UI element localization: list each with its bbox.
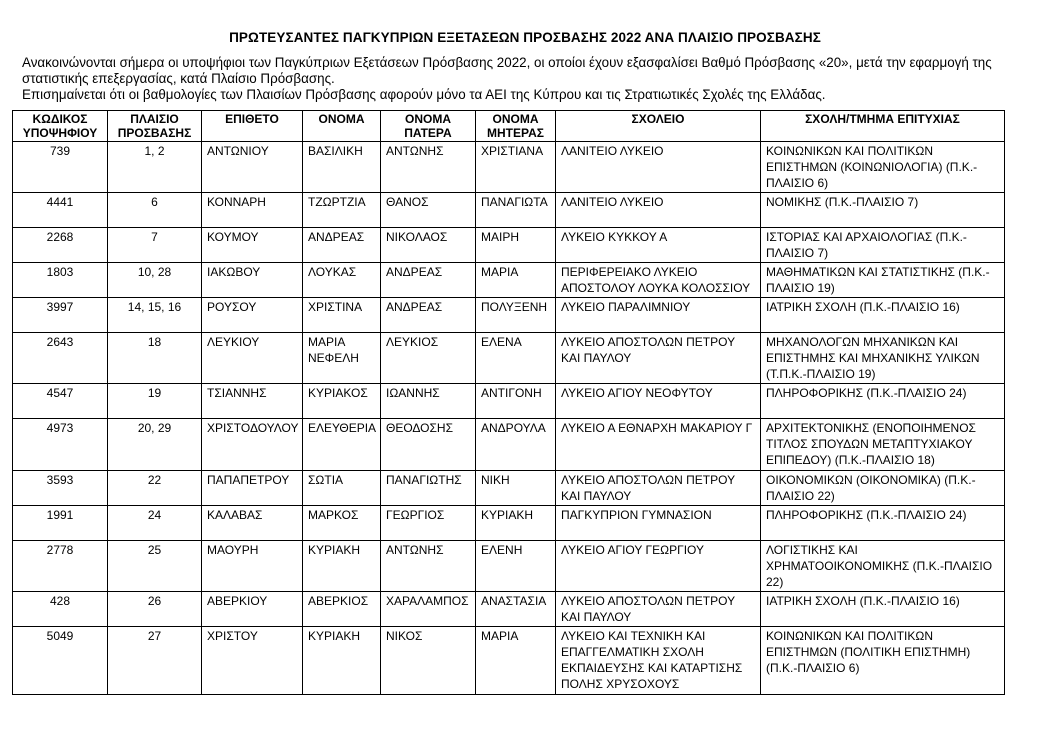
cell-mother-name: ΠΑΝΑΓΙΩΤΑ	[476, 193, 556, 228]
header-access-framework: ΠΛΑΙΣΙΟ ΠΡΟΣΒΑΣΗΣ	[108, 111, 202, 142]
cell-surname: ΑΝΤΩΝΙΟΥ	[202, 142, 303, 193]
cell-surname: ΑΒΕΡΚΙΟΥ	[202, 592, 303, 627]
cell-school: ΛΥΚΕΙΟ ΠΑΡΑΛΙΜΝΙΟΥ	[556, 298, 761, 333]
cell-candidate-code: 2268	[13, 228, 108, 263]
cell-school: ΛΑΝΙΤΕΙΟ ΛΥΚΕΙΟ	[556, 142, 761, 193]
cell-mother-name: ΧΡΙΣΤΙΑΝΑ	[476, 142, 556, 193]
cell-department: ΟΙΚΟΝΟΜΙΚΩΝ (ΟΙΚΟΝΟΜΙΚΑ) (Π.Κ.-ΠΛΑΙΣΙΟ 22)	[761, 471, 1005, 506]
cell-surname: ΚΟΝΝΑΡΗ	[202, 193, 303, 228]
header-candidate-code: ΚΩΔΙΚΟΣ ΥΠΟΨΗΦΙΟΥ	[13, 111, 108, 142]
cell-father-name: ΠΑΝΑΓΙΩΤΗΣ	[381, 471, 476, 506]
cell-father-name: ΧΑΡΑΛΑΜΠΟΣ	[381, 592, 476, 627]
cell-access-framework: 26	[108, 592, 202, 627]
cell-candidate-code: 739	[13, 142, 108, 193]
cell-department: ΙΣΤΟΡΙΑΣ ΚΑΙ ΑΡΧΑΙΟΛΟΓΙΑΣ (Π.Κ.-ΠΛΑΙΣΙΟ 7)	[761, 228, 1005, 263]
header-father-name: ΟΝΟΜΑ ΠΑΤΕΡΑ	[381, 111, 476, 142]
cell-father-name: ΑΝΤΩΝΗΣ	[381, 541, 476, 592]
intro-text	[22, 55, 1032, 103]
cell-candidate-code: 2643	[13, 333, 108, 384]
cell-surname: ΡΟΥΣΟΥ	[202, 298, 303, 333]
cell-first-name: ΕΛΕΥΘΕΡΙΑ	[303, 419, 381, 471]
cell-surname: ΛΕΥΚΙΟΥ	[202, 333, 303, 384]
cell-candidate-code: 4973	[13, 419, 108, 471]
cell-surname: ΚΑΛΑΒΑΣ	[202, 506, 303, 541]
cell-school: ΛΑΝΙΤΕΙΟ ΛΥΚΕΙΟ	[556, 193, 761, 228]
cell-candidate-code: 3997	[13, 298, 108, 333]
cell-mother-name: ΜΑΙΡΗ	[476, 228, 556, 263]
cell-access-framework: 1, 2	[108, 142, 202, 193]
cell-department: ΜΗΧΑΝΟΛΟΓΩΝ ΜΗΧΑΝΙΚΩΝ ΚΑΙ ΕΠΙΣΤΗΜΗΣ ΚΑΙ ΜΗΧΑΝΙΚΗΣ ΥΛΙΚΩΝ (Τ.Π.Κ.-ΠΛΑΙΣΙΟ 19)	[761, 333, 1005, 384]
cell-department: ΠΛΗΡΟΦΟΡΙΚΗΣ (Π.Κ.-ΠΛΑΙΣΙΟ 24)	[761, 506, 1005, 541]
cell-school: ΛΥΚΕΙΟ ΑΓΙΟΥ ΝΕΟΦΥΤΟΥ	[556, 384, 761, 419]
table-row	[13, 228, 1005, 263]
cell-department: ΚΟΙΝΩΝΙΚΩΝ ΚΑΙ ΠΟΛΙΤΙΚΩΝ ΕΠΙΣΤΗΜΩΝ (ΚΟΙΝΩΝΙΟΛΟΓΙΑ) (Π.Κ.-ΠΛΑΙΣΙΟ 6)	[761, 142, 1005, 193]
table-row	[13, 627, 1005, 695]
cell-surname: ΧΡΙΣΤΟΥ	[202, 627, 303, 695]
cell-department: ΑΡΧΙΤΕΚΤΟΝΙΚΗΣ (ΕΝΟΠΟΙΗΜΕΝΟΣ ΤΙΤΛΟΣ ΣΠΟΥΔΩΝ ΜΕΤΑΠΤΥΧΙΑΚΟΥ ΕΠΙΠΕΔΟΥ) (Π.Κ.-ΠΛΑΙΣΙΟ 18)	[761, 419, 1005, 471]
cell-surname: ΠΑΠΑΠΕΤΡΟΥ	[202, 471, 303, 506]
cell-candidate-code: 3593	[13, 471, 108, 506]
cell-access-framework: 10, 28	[108, 263, 202, 298]
cell-candidate-code: 4441	[13, 193, 108, 228]
cell-father-name: ΘΕΟΔΟΣΗΣ	[381, 419, 476, 471]
cell-access-framework: 20, 29	[108, 419, 202, 471]
cell-mother-name: ΑΝΔΡΟΥΛΑ	[476, 419, 556, 471]
cell-mother-name: ΜΑΡΙΑ	[476, 627, 556, 695]
cell-department: ΚΟΙΝΩΝΙΚΩΝ ΚΑΙ ΠΟΛΙΤΙΚΩΝ ΕΠΙΣΤΗΜΩΝ (ΠΟΛΙΤΙΚΗ ΕΠΙΣΤΗΜΗ) (Π.Κ.-ΠΛΑΙΣΙΟ 6)	[761, 627, 1005, 695]
table-row	[13, 263, 1005, 298]
cell-surname: ΚΟΥΜΟΥ	[202, 228, 303, 263]
header-school: ΣΧΟΛΕΙΟ	[556, 111, 761, 142]
cell-father-name: ΛΕΥΚΙΟΣ	[381, 333, 476, 384]
cell-mother-name: ΑΝΑΣΤΑΣΙΑ	[476, 592, 556, 627]
cell-surname: ΧΡΙΣΤΟΔΟΥΛΟΥ	[202, 419, 303, 471]
cell-access-framework: 6	[108, 193, 202, 228]
cell-mother-name: ΠΟΛΥΞΕΝΗ	[476, 298, 556, 333]
cell-department: ΝΟΜΙΚΗΣ (Π.Κ.-ΠΛΑΙΣΙΟ 7)	[761, 193, 1005, 228]
table-row	[13, 471, 1005, 506]
cell-father-name: ΘΑΝΟΣ	[381, 193, 476, 228]
cell-access-framework: 27	[108, 627, 202, 695]
cell-surname: ΜΑΟΥΡΗ	[202, 541, 303, 592]
table-row	[13, 193, 1005, 228]
table-row	[13, 419, 1005, 471]
cell-father-name: ΙΩΑΝΝΗΣ	[381, 384, 476, 419]
cell-mother-name: ΕΛΕΝΗ	[476, 541, 556, 592]
cell-first-name: ΤΖΩΡΤΖΙΑ	[303, 193, 381, 228]
cell-father-name: ΑΝΔΡΕΑΣ	[381, 298, 476, 333]
cell-first-name: ΛΟΥΚΑΣ	[303, 263, 381, 298]
table-row	[13, 541, 1005, 592]
cell-first-name: ΚΥΡΙΑΚΟΣ	[303, 384, 381, 419]
cell-candidate-code: 1991	[13, 506, 108, 541]
table-row	[13, 384, 1005, 419]
cell-department: ΛΟΓΙΣΤΙΚΗΣ ΚΑΙ ΧΡΗΜΑΤΟΟΙΚΟΝΟΜΙΚΗΣ (Π.Κ.-ΠΛΑΙΣΙΟ 22)	[761, 541, 1005, 592]
cell-access-framework: 19	[108, 384, 202, 419]
table-row	[13, 298, 1005, 333]
table-row	[13, 592, 1005, 627]
cell-father-name: ΓΕΩΡΓΙΟΣ	[381, 506, 476, 541]
header-department: ΣΧΟΛΗ/ΤΜΗΜΑ ΕΠΙΤΥΧΙΑΣ	[761, 111, 1005, 142]
intro-paragraph: Ανακοινώνονται σήμερα οι υποψήφιοι των Παγκύπριων Εξετάσεων Πρόσβασης 2022, οι οποίοι έχουν εξασφαλίσει Βαθμό Πρόσβασης «20», μετά την εφαρμογή της στατιστικής επεξεργασίας, κατά Πλαίσιο Πρόσβασης.	[22, 55, 992, 86]
cell-father-name: ΝΙΚΟΛΑΟΣ	[381, 228, 476, 263]
cell-surname: ΙΑΚΩΒΟΥ	[202, 263, 303, 298]
cell-first-name: ΚΥΡΙΑΚΗ	[303, 541, 381, 592]
cell-department: ΙΑΤΡΙΚΗ ΣΧΟΛΗ (Π.Κ.-ΠΛΑΙΣΙΟ 16)	[761, 298, 1005, 333]
cell-access-framework: 25	[108, 541, 202, 592]
cell-department: ΙΑΤΡΙΚΗ ΣΧΟΛΗ (Π.Κ.-ΠΛΑΙΣΙΟ 16)	[761, 592, 1005, 627]
cell-school: ΠΕΡΙΦΕΡΕΙΑΚΟ ΛΥΚΕΙΟ ΑΠΟΣΤΟΛΟΥ ΛΟΥΚΑ ΚΟΛΟΣΣΙΟΥ	[556, 263, 761, 298]
cell-access-framework: 7	[108, 228, 202, 263]
cell-school: ΛΥΚΕΙΟ ΑΠΟΣΤΟΛΩΝ ΠΕΤΡΟΥ ΚΑΙ ΠΑΥΛΟΥ	[556, 333, 761, 384]
cell-first-name: ΧΡΙΣΤΙΝΑ	[303, 298, 381, 333]
cell-candidate-code: 1803	[13, 263, 108, 298]
cell-mother-name: ΕΛΕΝΑ	[476, 333, 556, 384]
cell-mother-name: ΑΝΤΙΓΟΝΗ	[476, 384, 556, 419]
results-table	[12, 110, 1005, 695]
cell-father-name: ΑΝΤΩΝΗΣ	[381, 142, 476, 193]
cell-mother-name: ΚΥΡΙΑΚΗ	[476, 506, 556, 541]
table-header-row	[13, 111, 1005, 142]
cell-department: ΠΛΗΡΟΦΟΡΙΚΗΣ (Π.Κ.-ΠΛΑΙΣΙΟ 24)	[761, 384, 1005, 419]
cell-access-framework: 18	[108, 333, 202, 384]
cell-first-name: ΜΑΡΙΑ ΝΕΦΕΛΗ	[303, 333, 381, 384]
cell-mother-name: ΜΑΡΙΑ	[476, 263, 556, 298]
cell-school: ΛΥΚΕΙΟ ΚΥΚΚΟΥ Α	[556, 228, 761, 263]
cell-first-name: ΣΩΤΙΑ	[303, 471, 381, 506]
cell-school: ΛΥΚΕΙΟ Α ΕΘΝΑΡΧΗ ΜΑΚΑΡΙΟΥ Γ	[556, 419, 761, 471]
cell-father-name: ΑΝΔΡΕΑΣ	[381, 263, 476, 298]
cell-school: ΛΥΚΕΙΟ ΚΑΙ ΤΕΧΝΙΚΗ ΚΑΙ ΕΠΑΓΓΕΛΜΑΤΙΚΗ ΣΧΟΛΗ ΕΚΠΑΙΔΕΥΣΗΣ ΚΑΙ ΚΑΤΑΡΤΙΣΗΣ ΠΟΛΗΣ ΧΡΥΣΟΧΟΥΣ	[556, 627, 761, 695]
cell-candidate-code: 2778	[13, 541, 108, 592]
header-first-name: ΟΝΟΜΑ	[303, 111, 381, 142]
cell-school: ΛΥΚΕΙΟ ΑΠΟΣΤΟΛΩΝ ΠΕΤΡΟΥ ΚΑΙ ΠΑΥΛΟΥ	[556, 592, 761, 627]
table-row	[13, 142, 1005, 193]
cell-access-framework: 14, 15, 16	[108, 298, 202, 333]
cell-candidate-code: 4547	[13, 384, 108, 419]
cell-school: ΛΥΚΕΙΟ ΑΓΙΟΥ ΓΕΩΡΓΙΟΥ	[556, 541, 761, 592]
cell-first-name: ΑΒΕΡΚΙΟΣ	[303, 592, 381, 627]
cell-school: ΛΥΚΕΙΟ ΑΠΟΣΤΟΛΩΝ ΠΕΤΡΟΥ ΚΑΙ ΠΑΥΛΟΥ	[556, 471, 761, 506]
intro-note: Επισημαίνεται ότι οι βαθμολογίες των Πλαισίων Πρόσβασης αφορούν μόνο τα ΑΕΙ της Κύπρου και τις Στρατιωτικές Σχολές της Ελλάδας.	[22, 87, 826, 102]
cell-first-name: ΒΑΣΙΛΙΚΗ	[303, 142, 381, 193]
header-mother-name: ΟΝΟΜΑ ΜΗΤΕΡΑΣ	[476, 111, 556, 142]
cell-access-framework: 22	[108, 471, 202, 506]
cell-surname: ΤΣΙΑΝΝΗΣ	[202, 384, 303, 419]
header-surname: ΕΠΙΘΕΤΟ	[202, 111, 303, 142]
cell-mother-name: ΝΙΚΗ	[476, 471, 556, 506]
page-title: ΠΡΩΤΕΥΣΑΝΤΕΣ ΠΑΓΚΥΠΡΙΩΝ ΕΞΕΤΑΣΕΩΝ ΠΡΟΣΒΑΣΗΣ 2022 ΑΝΑ ΠΛΑΙΣΙΟ ΠΡΟΣΒΑΣΗΣ	[229, 30, 821, 45]
cell-school: ΠΑΓΚΥΠΡΙΟΝ ΓΥΜΝΑΣΙΟΝ	[556, 506, 761, 541]
cell-first-name: ΜΑΡΚΟΣ	[303, 506, 381, 541]
cell-father-name: ΝΙΚΟΣ	[381, 627, 476, 695]
cell-first-name: ΚΥΡΙΑΚΗ	[303, 627, 381, 695]
cell-department: ΜΑΘΗΜΑΤΙΚΩΝ ΚΑΙ ΣΤΑΤΙΣΤΙΚΗΣ (Π.Κ.-ΠΛΑΙΣΙΟ 19)	[761, 263, 1005, 298]
cell-candidate-code: 5049	[13, 627, 108, 695]
table-row	[13, 333, 1005, 384]
table-row	[13, 506, 1005, 541]
cell-candidate-code: 428	[13, 592, 108, 627]
cell-first-name: ΑΝΔΡΕΑΣ	[303, 228, 381, 263]
cell-access-framework: 24	[108, 506, 202, 541]
